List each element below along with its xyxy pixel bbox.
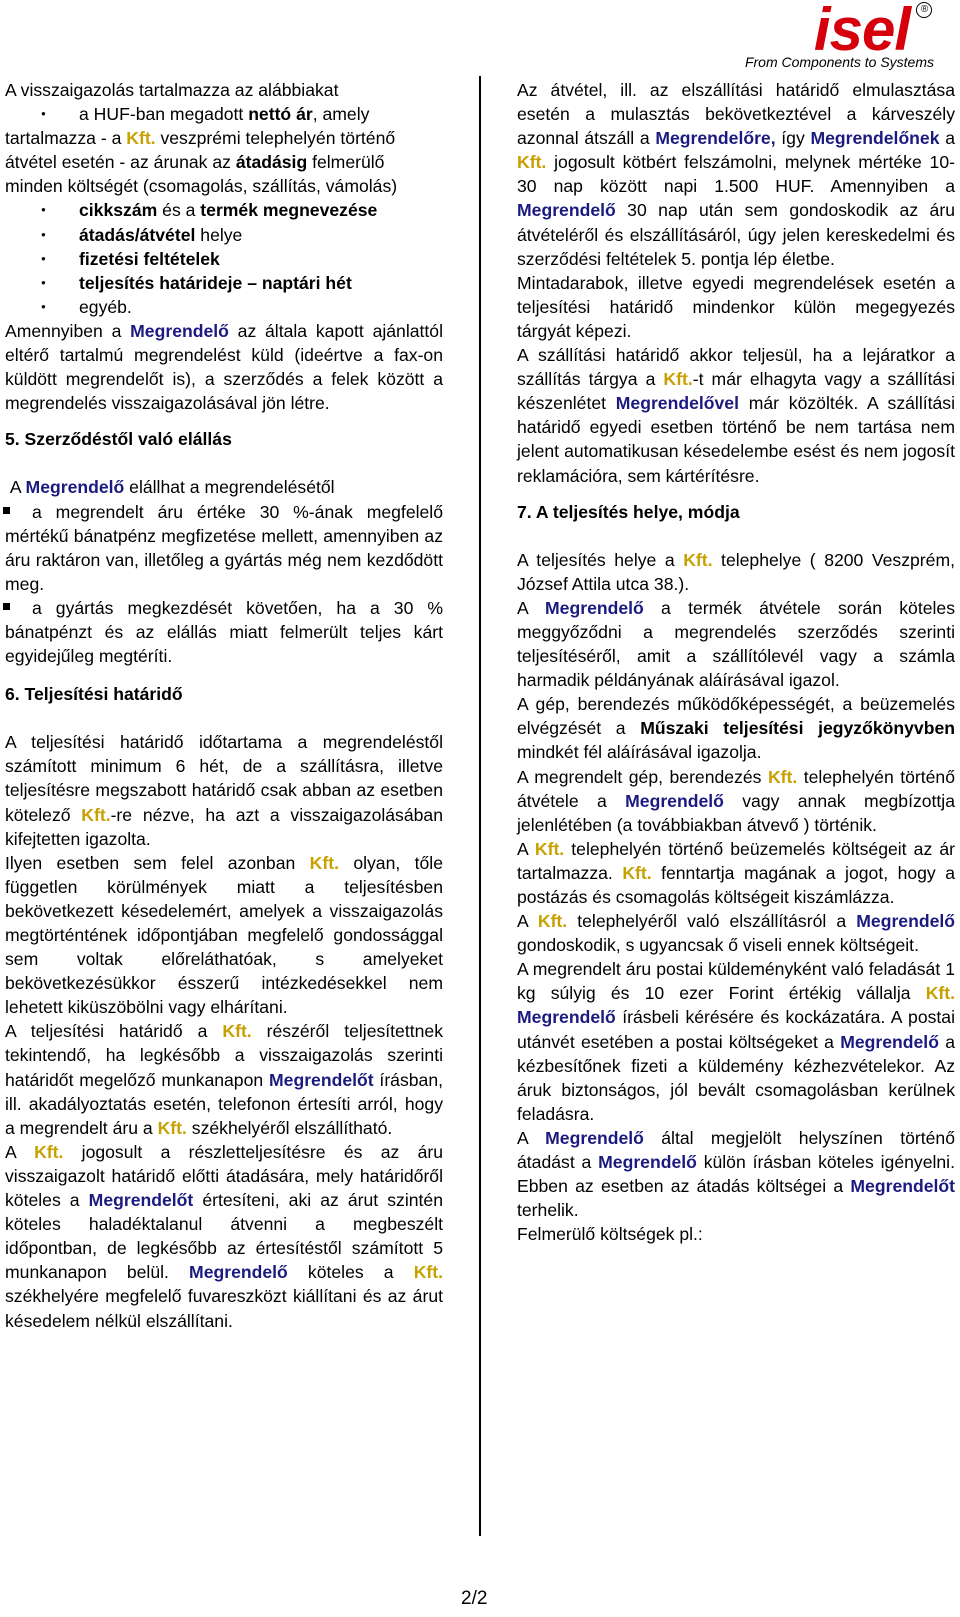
column-divider	[479, 76, 481, 1536]
right-column	[517, 78, 955, 1246]
paragraph: Az átvétel, ill. az elszállítási határidő elmulasztása esetén a mulasztás bekövetkeztével a kárveszély azonnal átszáll a Megrendelőre, így Megrendelőnek a Kft. jogosult kötbért felszámolni, melynek mértéke 10-30 nap között napi 1.500 HUF. Amennyiben a Megrendelő 30 nap után sem gondoskodik az áru átvételéről és elszállításáról, úgy jelen kereskedelmi és szerződési feltételek 5. pontja lép életbe.	[517, 80, 955, 269]
left-column	[5, 78, 443, 1333]
paragraph: A teljesítési határidő időtartama a megrendeléstől számított minimum 6 hét, de a szállításra, illetve teljesítésre megszabott határidő csak abban az esetben kötelező Kft.-re nézve, ha azt a visszaigazolásában kifejtetten igazolta.	[5, 732, 443, 849]
list-item: a gyártás megkezdését követően, ha a 30 % bánatpénzt és az elállás miatt felmerült teljes kárt egyidejűleg megtéríti.	[5, 597, 443, 667]
paragraph: A megrendelt gép, berendezés Kft. telephelyén történő átvétele a Megrendelő vagy annak megbízottja jelenlétében (a továbbiakban átvevő ) történik.	[517, 766, 956, 835]
square-bullet-icon	[3, 603, 10, 610]
square-bullet-icon	[3, 507, 10, 514]
page-number: 2/2	[461, 1588, 488, 1609]
list-item: ● teljesítés határideje – naptári hét	[5, 271, 443, 295]
paragraph: A Kft. jogosult a részletteljesítésre és az áru visszaigazolt határidő előtti átadására, mely határidőről köteles a Megrendelőt értesíteni, aki az árut szintén köteles haladéktalanul átvenni a megbeszélt időpontban, de legkésőbb az értesítéstől számított 5 munkanapon belül. Megrendelő köteles a Kft. székhelyére megfelelő fuvareszközt kiállítani és az árut késedelem nélkül elszállítani.	[5, 1141, 443, 1331]
intro-line: A visszaigazolás tartalmazza az alábbiakat	[5, 80, 339, 100]
paragraph: A Megrendelő a termék átvétele során köteles meggyőződni a megrendelés szerződés szerinti teljesítéséről, amit a szállítólevél vagy a számla harmadik példányának aláírásával igazol.	[517, 597, 955, 691]
list-item: a megrendelt áru értéke 30 %-ának megfelelő mértékű bánatpénz megfizetése mellett, amennyiben az áru raktáron van, illetőleg a gyártás még nem kezdődött meg.	[5, 501, 443, 594]
paragraph: Felmerülő költségek pl.:	[517, 1224, 703, 1245]
section-heading-6: 6. Teljesítési határidő	[5, 684, 183, 705]
logo-brand: isel ®	[814, 2, 910, 58]
paragraph: A gép, berendezés működőképességét, a beüzemelés elvégzését a Műszaki teljesítési jegyzőkönyvben mindkét fél aláírásával igazolja.	[517, 694, 955, 763]
list-item: ● a HUF-ban megadott nettó ár, amely tartalmazza - a Kft. veszprémi telephelyén történő átvétel esetén - az árunak az átadásig felmerülő minden költségét (csomagolás, szállítás, vámolás)	[5, 102, 443, 198]
paragraph: A megrendelt áru postai küldeményként való feladását 1 kg súlyig és 10 ezer Forint értékig vállalja Kft. Megrendelő írásbeli kérésére és kockázatára. A postai utánvét esetében a postai költségeket a Megrendelő a kézbesítőnek fizeti a küldemény kézhezvételekor. Az áruk biztonságos, jól bevált csomagolásban kerülnek feladásra.	[517, 959, 955, 1124]
list-item: ● egyéb.	[5, 295, 443, 319]
paragraph: Ilyen esetben sem felel azonban Kft. olyan, tőle független körülmények miatt a teljesítésben bekövetkezett késedelemért, amelyek a visszaigazolás megtörténtének időpontjában megfelelő gondossággal sem voltak előreláthatóak, s amelyeket bekövetkezésükkor ésszerű intézkedésekkel nem lehetett kiküszöbölni vagy elhárítani.	[5, 852, 444, 1018]
paragraph: A teljesítés helye a Kft. telephelye ( 8200 Veszprém, József Attila utca 38.).	[517, 549, 955, 594]
list-item: ● cikkszám és a termék megnevezése	[5, 198, 443, 222]
paragraph: A teljesítési határidő a Kft. részéről teljesítettnek tekintendő, ha legkésőbb a visszaigazolás szerinti határidőt megelőző munkanapon Megrendelőt írásban, ill. akadályoztatás esetén, telefonon értesíti arról, hogy a megrendelt áru a Kft. székhelyéről elszállítható.	[5, 1021, 443, 1138]
paragraph: A Megrendelő elállhat a megrendelésétől	[9, 477, 335, 498]
list-item: ● fizetési feltételek	[5, 247, 443, 271]
list-item: ● átadás/átvétel helye	[5, 223, 443, 247]
paragraph: Amennyiben a Megrendelő az általa kapott ajánlattól eltérő tartalmú megrendelést küld (ideértve a fax-on küldött megrendelőt is), a szerződés a felek között a megrendelés visszaigazolásával jön létre.	[5, 320, 443, 414]
logo-tagline: From Components to Systems	[744, 54, 934, 70]
section-heading-5: 5. Szerződéstől való elállás	[5, 429, 232, 450]
section-heading-7: 7. A teljesítés helye, módja	[517, 501, 740, 522]
paragraph: A Megrendelő által megjelölt helyszínen történő átadást a Megrendelő külön írásban köteles igényelni. Ebben az esetben az átadás költségei a Megrendelőt terhelik.	[517, 1127, 956, 1221]
registered-mark-icon: ®	[916, 2, 932, 18]
paragraph: A szállítási határidő akkor teljesül, ha a lejáratkor a szállítás tárgya a Kft.-t már elhagyta vagy a szállítási készenlétet Megrendelővel már közölték. A szállítási határidő egyedi esetben történő be nem tartása nem jelent automatikusan késedelembe esést és nem jogosít reklamációra, sem kártérítésre.	[517, 345, 955, 486]
paragraph: A Kft. telephelyén történő beüzemelés költségeit az ár tartalmazza. Kft. fenntartja magának a jogot, hogy a postázás és csomagolás költségeit kiszámlázza.	[517, 838, 955, 907]
paragraph: A Kft. telephelyéről való elszállításról a Megrendelő gondoskodik, s ugyancsak ő viseli ennek költségeit.	[517, 911, 955, 956]
paragraph: Mintadarabok, illetve egyedi megrendelések esetén a teljesítési határidő mindenkor külön megegyezés tárgyát képezi.	[517, 272, 955, 341]
isel-logo	[719, 2, 934, 70]
confirmation-contents-list	[5, 102, 443, 319]
